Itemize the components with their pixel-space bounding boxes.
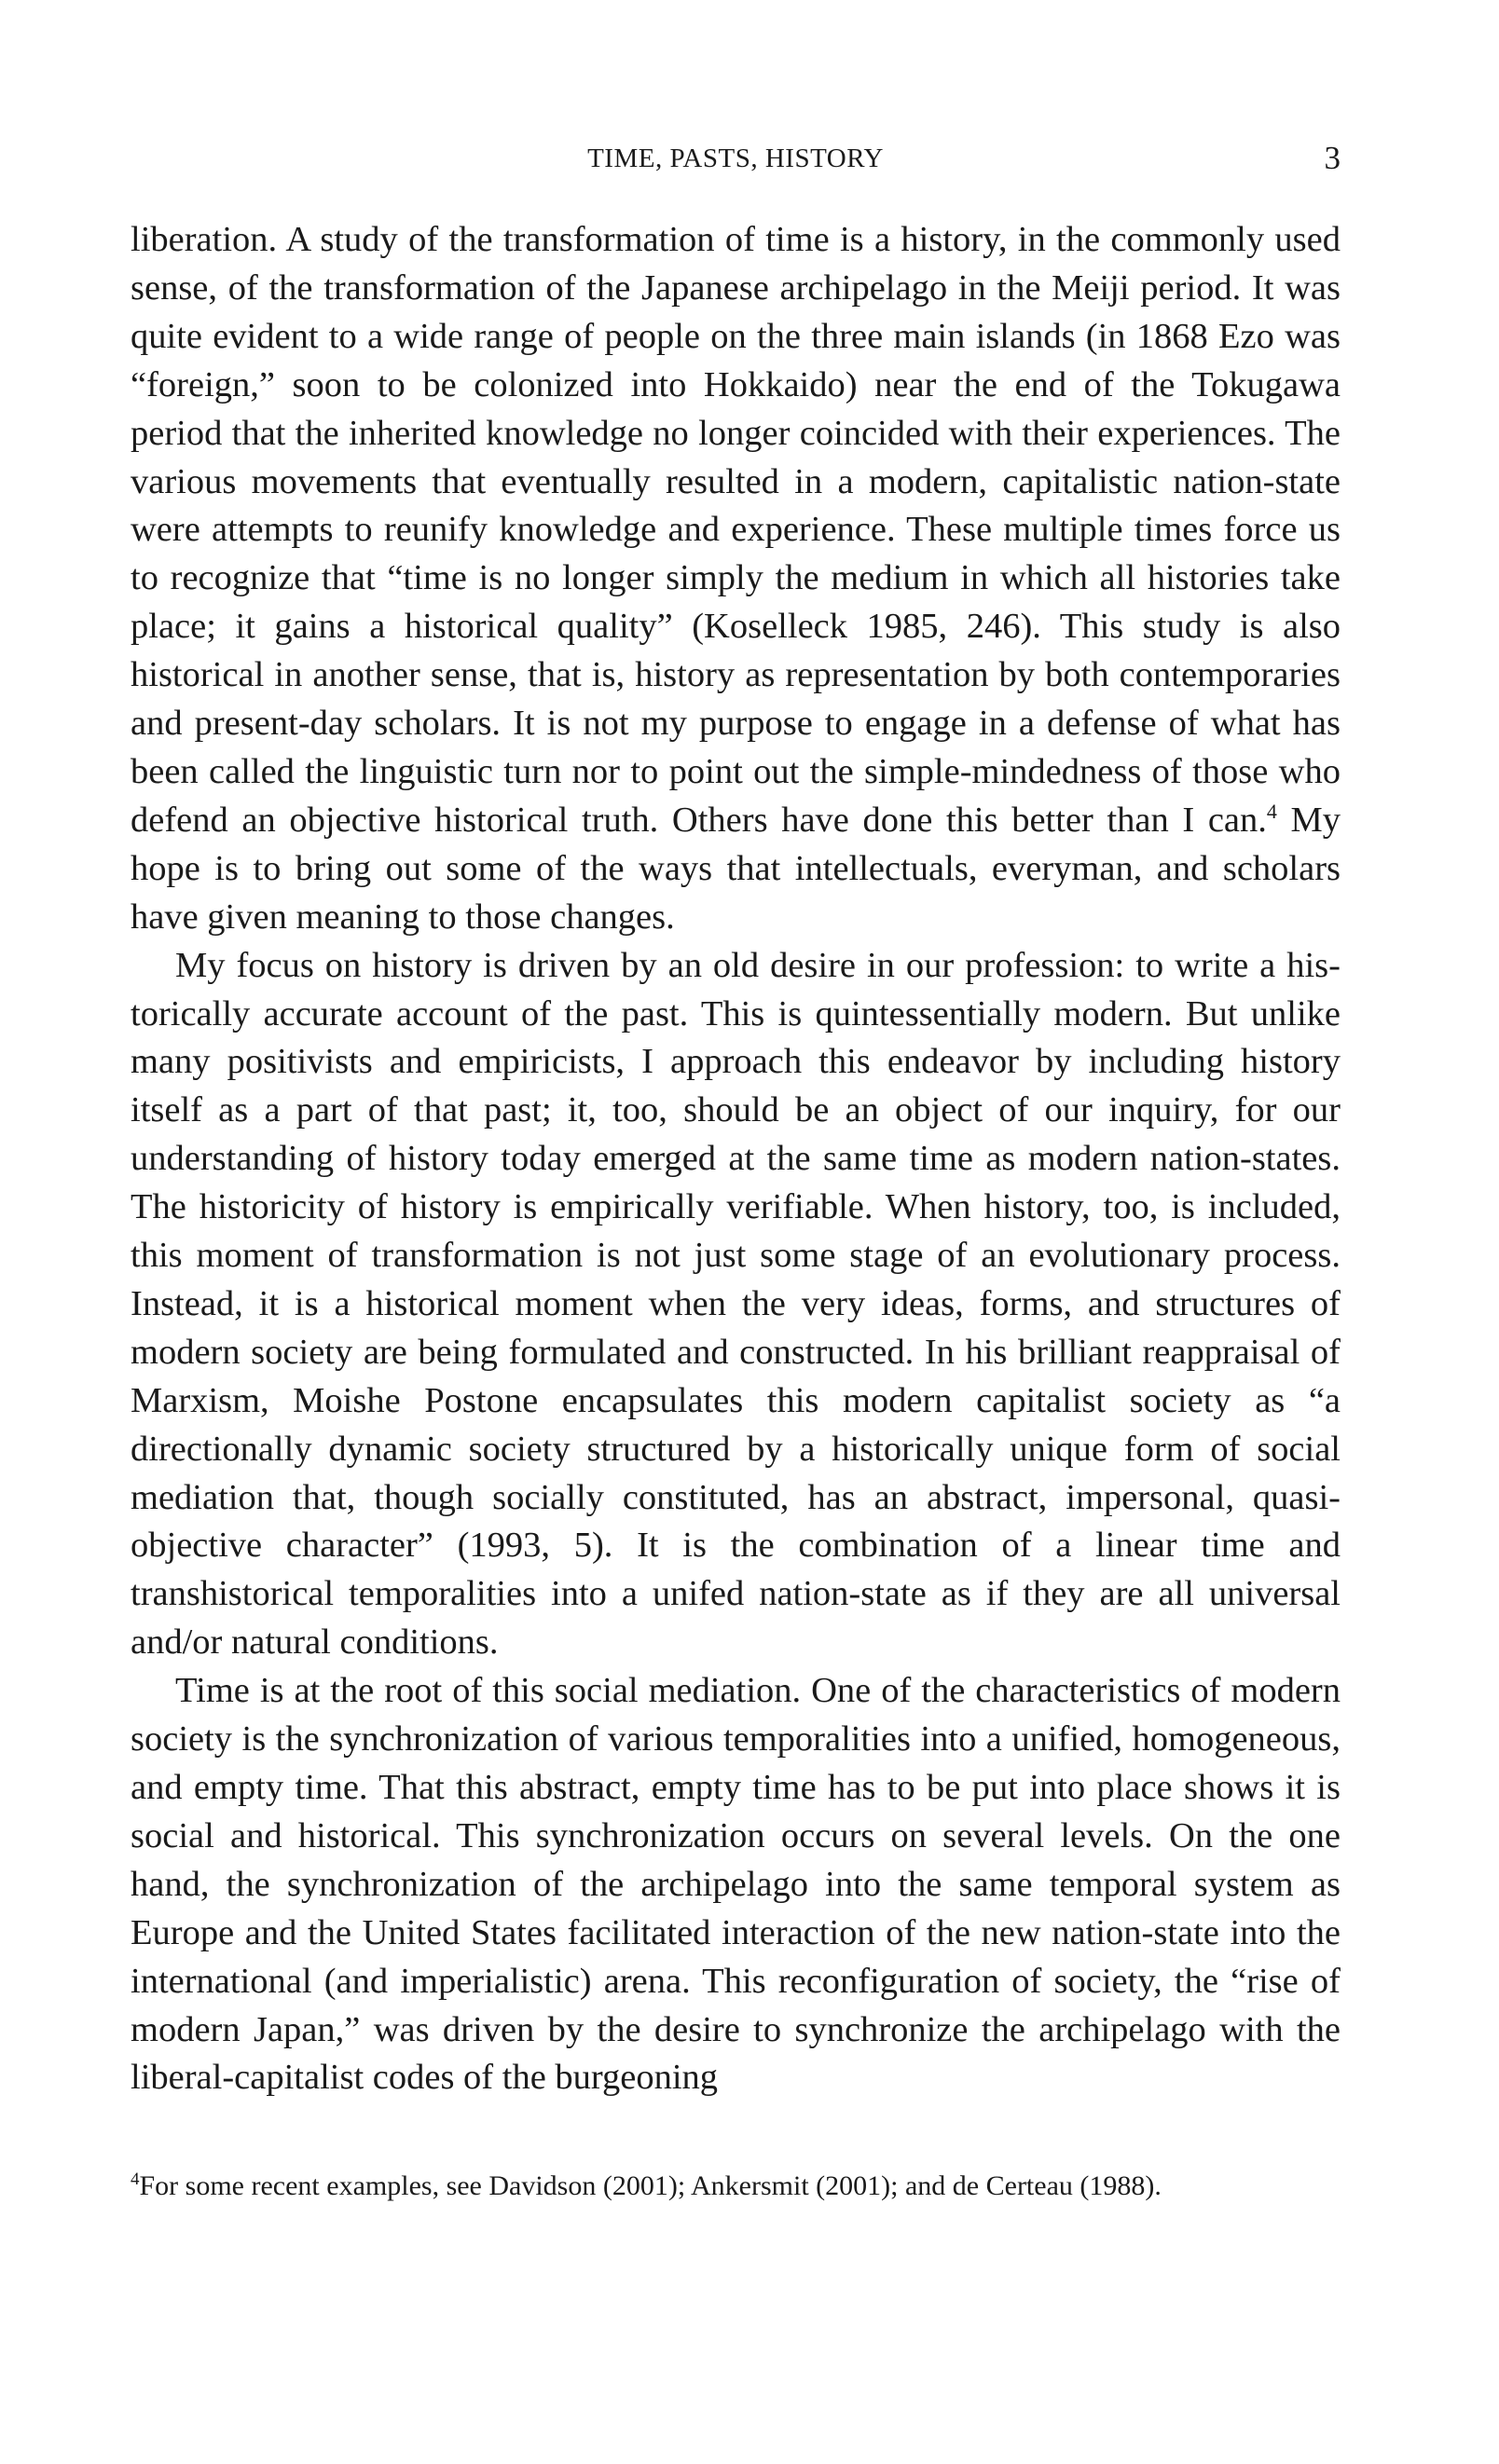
paragraph-2: My focus on history is driven by an old desire in our profession: to write a historically accurate account of the past. This is quintessentially modern. But unlike many positivists and empiricists, I approach this endeavor by including history itself as a part of that past; it, too, should be an object of our inquiry, for our understanding of history today emerged at the same time as modern nation-states. The historicity of history is empirically verifiable. When history, too, is included, this moment of transformation is not just some stage of an evolutionary process. Instead, it is a historical moment when the very ideas, forms, and structures of modern society are being formulated and constructed. In his brilliant reappraisal of Marxism, Moishe Postone encapsulates this modern capitalist society as “a directionally dynamic society structured by a historically unique form of social mediation that, though socially constituted, has an abstract, impersonal, quasi-objective character” (1993, 5). It is the combination of a linear time and transhistorical temporalities into a unifed nation-state as if they are all universal and/or natural conditions. — [131, 945, 1341, 1663]
footnote-marker: 4 — [131, 2170, 140, 2190]
book-page — [131, 140, 1341, 2205]
footnote-text: For some recent examples, see Davidson (2001); Ankersmit (2001); and de Certeau (1988). — [139, 2170, 1162, 2202]
body-text — [131, 216, 1341, 2102]
paragraph-1 — [131, 216, 1341, 942]
paragraph-1-text-part-2: My hope is to bring out some of the ways that intellectuals, everyman, and scholars have given meaning to those changes. — [131, 800, 1341, 937]
footnote-reference-4: 4 — [1266, 800, 1277, 824]
paragraph-1-text-part-1: liberation. A study of the transformation of time is a history, in the commonly used sense, of the transformation of the Japanese archipelago in the Meiji period. It was quite evident to a wide range of people on the three main islands (in 1868 Ezo was “foreign,” soon to be colonized into Hokkaido) near the end of the Tokugawa period that the inherited knowledge no longer coincided with their experiences. The various movements that eventually resulted in a modern, capitalistic nation-state were attempts to reunify knowledge and experience. These multiple times force us to recognize that “time is no longer simply the medium in which all histories take place; it gains a historical quality” (Koselleck 1985, 246). This study is also historical in another sense, that is, history as representation by both contemporaries and present-day scholars. It is not my purpose to engage in a defense of what has been called the linguistic turn nor to point out the simple-mindedness of those who defend an objective historical truth. Others have done this better than I can. — [131, 220, 1341, 840]
running-header — [131, 140, 1341, 177]
footnote-4 — [131, 2168, 1341, 2205]
paragraph-3: Time is at the root of this social mediation. One of the characteristics of modern society is the synchronization of various temporalities into a unified, homogeneous, and empty time. That this abstract, empty time has to be put into place shows it is social and historical. This synchronization occurs on several levels. On the one hand, the synchronization of the archipelago into the same temporal system as Europe and the United States facilitated interaction of the new nation-state into the international (and imperialistic) arena. This reconfiguration of society, the “rise of modern Japan,” was driven by the desire to synchronize the archipelago with the liberal-capitalist codes of the burgeoning — [131, 1671, 1341, 2098]
running-head-title: TIME, PASTS, HISTORY — [587, 144, 884, 173]
page-number: 3 — [1324, 140, 1341, 176]
footnotes — [131, 2168, 1341, 2205]
